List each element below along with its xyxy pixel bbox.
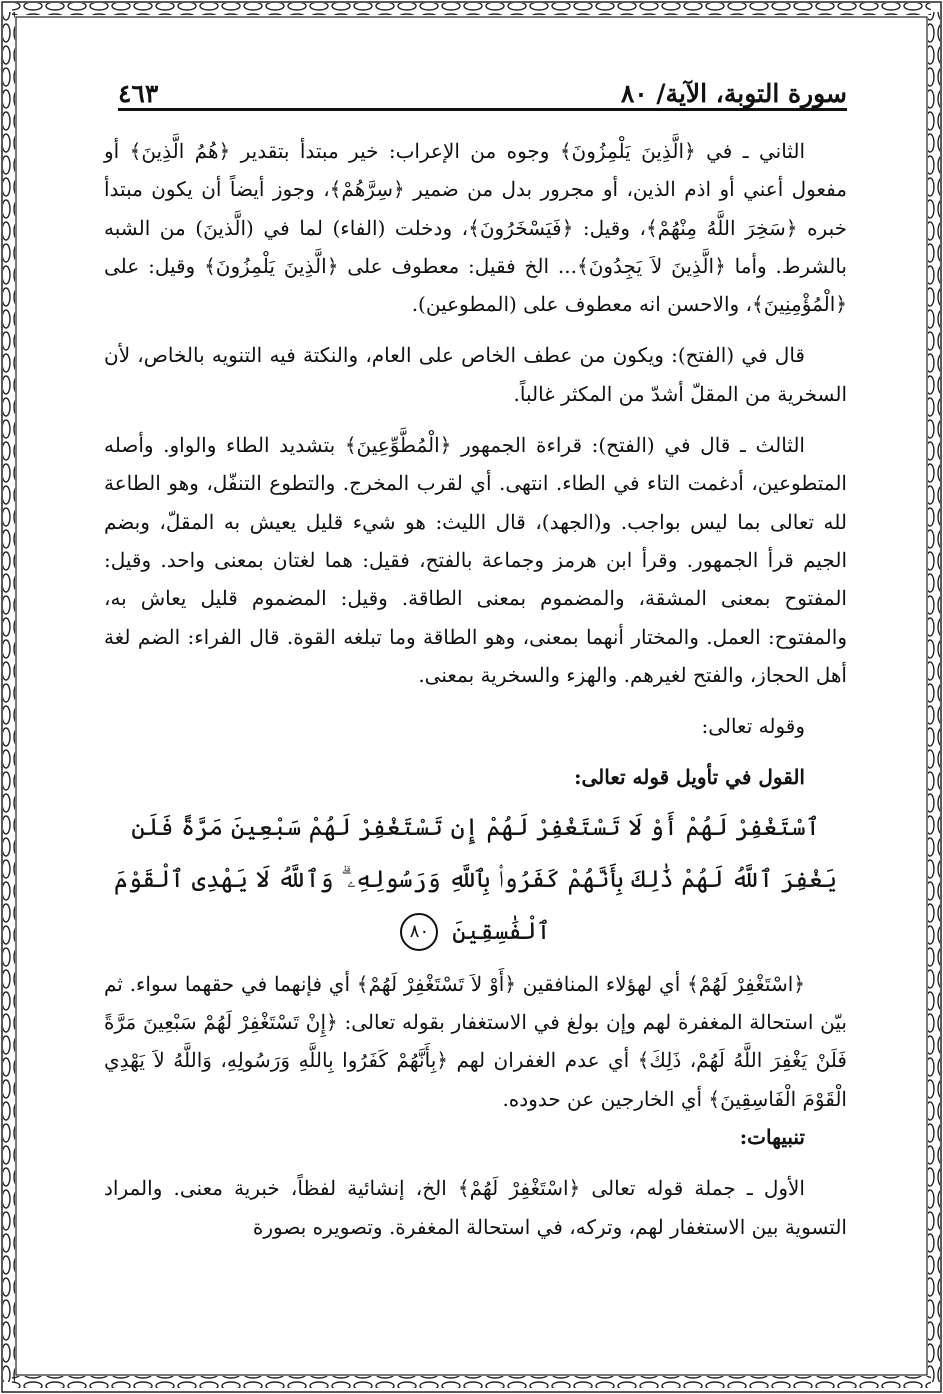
paragraph-third-point: الثالث ـ قال في (الفتح): قراءة الجمهور ﴿الْمُطَّوِّعِينَ﴾ بتشديد الطاء والواو. وأصله المتطوعين، أدغمت التاء في الطاء. انتهى. أي لقرب المخرج. والتطوع التنفّل، وهو الطاعة لله تعالى بما ليس بواجب. و(الجهد)، قال الليث: هو شيء قليل يعيش به المقلّ، وبضم الجيم قرأ الجمهور. وقرأ ابن هرمز وجماعة بالفتح، فقيل: هما لغتان بمعنى واحد. وقيل: المفتوح بمعنى المشقة، والمضموم بمعنى الطاقة. وقيل: المضموم قليل يعاش به، والمفتوح: العمل. والمختار أنهما بمعنى، وهو الطاقة وما تبلغه القوة. قال الفراء: الضم لغة أهل الحجاز، والفتح لغيرهم. والهزء والسخرية بمعنى. (104, 433, 847, 687)
verse-number-marker: ٨٠ (400, 913, 438, 951)
surah-title: سورة التوبة، الآية/ ٨٠ (620, 79, 847, 108)
paragraph-transition: وقوله تعالى: (701, 714, 805, 739)
paragraph-tafsir: ﴿اسْتَغْفِرْ لَهُمْ﴾ أي لهؤلاء المنافقين ﴿أَوْ لاَ تَسْتَغْفِرْ لَهُمْ﴾ أي فإنهما في حقهما سواء. ثم بيّن استحالة المغفرة لهم وإن بولغ في الاستغفار بقوله تعالى: ﴿إِنْ تَسْتَغْفِرْ لَهُمْ سَبْعِينَ مَرَّةً فَلَنْ يَغْفِرَ اللَّهُ لَهُمْ، ذَلِكَ﴾ أي عدم الغفران لهم ﴿بِأَنَّهُمْ كَفَرُوا بِاللَّهِ وَرَسُولِهِ، وَاللَّهُ لاَ يَهْدِي الْقَوْمَ الْفَاسِقِينَ﴾ أي الخارجين عن حدوده. (104, 971, 847, 1111)
notes-heading: تنبيهات: (739, 1124, 805, 1149)
section-heading: القول في تأويل قوله تعالى: (574, 765, 805, 790)
verse-text: ٱسْتَغْفِرْ لَهُمْ أَوْ لَا تَسْتَغْفِرْ لَهُمْ إِن تَسْتَغْفِرْ لَهُمْ سَبْعِينَ مَرَّةً فَلَن يَغْفِرَ ٱللَّهُ لَهُمْ ذَٰلِكَ بِأَنَّهُمْ كَفَرُوا۟ بِٱللَّهِ وَرَسُولِهِۦ ۗ وَٱللَّهُ لَا يَهْدِى ٱلْقَوْمَ ٱلْفَٰسِقِينَ (113, 812, 838, 945)
main-text (104, 132, 847, 1246)
paragraph-first-note: الأول ـ جملة قوله تعالى ﴿اسْتَغْفِرْ لَهُمْ﴾ الخ، إنشائية لفظاً، خبرية معنى. والمراد التسوية بين الاستغفار لهم، وتركه، في استحالة المغفرة. وتصويره بصورة (104, 1176, 847, 1239)
paragraph-second-point: الثاني ـ في ﴿الَّذِينَ يَلْمِزُونَ﴾ وجوه من الإعراب: خير مبتدأ بتقدير ﴿هُمُ الَّذِينَ﴾ أو مفعول أعني أو اذم الذين، أو مجرور بدل من ضمير ﴿سِرَّهُمْ﴾، وجوز أيضاً أن يكون مبتدأ خبره ﴿سَخِرَ اللَّهُ مِنْهُمْ﴾، وقيل: ﴿فَيَسْخَرُونَ﴾، ودخلت (الفاء) لما في (الَّذينَ) من الشبه بالشرط. وأما ﴿الَّذِينَ لاَ يَجِدُونَ﴾... الخ فقيل: معطوف على ﴿الَّذِينَ يَلْمِزُونَ﴾ وقيل: على ﴿الْمُؤْمِنِينَ﴾، والاحسن انه معطوف على (المطوعين). (104, 139, 847, 317)
quran-verse (104, 801, 847, 957)
paragraph-fath-quote: قال في (الفتح): ويكون من عطف الخاص على العام، والنكتة فيه التنويه بالخاص، لأن السخرية من المقلّ أشدّ من المكثر غالباً. (104, 343, 847, 406)
page-number: ٤٦٣ (118, 79, 159, 108)
page-header (118, 64, 847, 111)
